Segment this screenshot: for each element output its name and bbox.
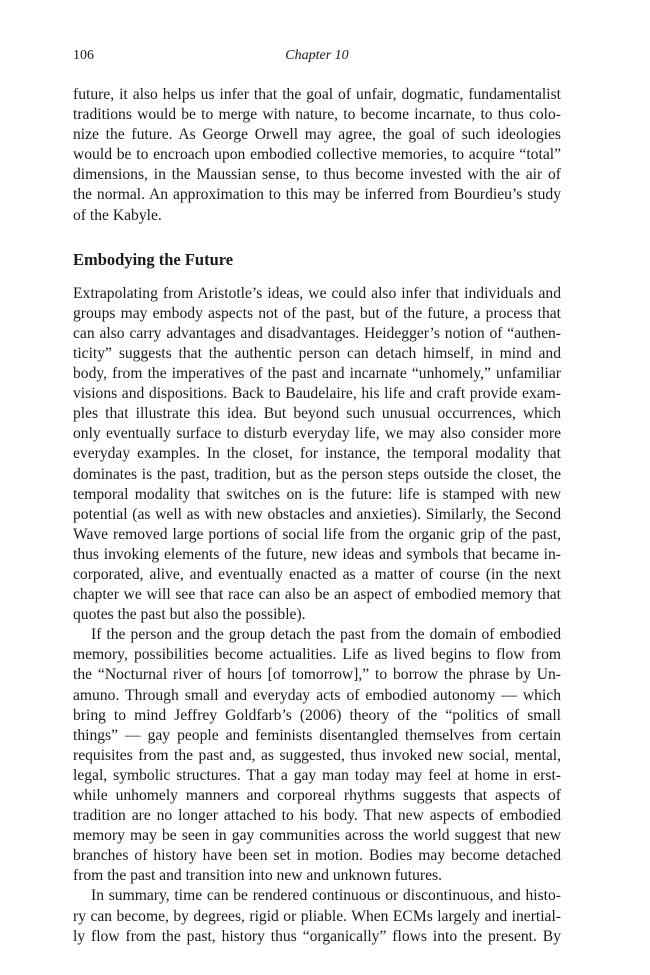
text-line: everyday examples. In the closet, for instance, the temporal modality that [73,445,561,463]
text-line: memory may be seen in gay communities across the world suggest that new [73,827,561,845]
text-line: memory, possibilities become actualities. Life as lived begins to flow from [73,646,561,664]
text-line: traditions would be to merge with nature, to become incarnate, to thus colo- [73,106,561,124]
text-line: thus invoking elements of the future, new ideas and symbols that became in- [73,545,561,563]
text-line: body, from the imperatives of the past and incarnate “unhomely,” unfamiliar [73,365,561,383]
text-line: legal, symbolic structures. That a gay man today may feel at home in erst- [73,766,561,784]
text-line: dimensions, in the Maussian sense, to thus become invested with the air of [73,166,561,184]
text-line: visions and dispositions. Back to Baudelaire, his life and craft provide exam- [73,385,561,403]
text-line: In summary, time can be rendered continuous or discontinuous, and histo- [91,887,561,905]
text-line: can also carry advantages and disadvantages. Heidegger’s notion of “authen- [73,324,561,342]
text-line: groups may embody aspects not of the past, but of the future, a process that [73,304,561,322]
text-line: things” — gay people and feminists disentangled themselves from certain [73,726,561,744]
book-page [73,48,561,947]
text-line: tradition are no longer attached to his body. That new aspects of embodied [73,807,561,825]
text-line: Wave removed large portions of social life from the organic grip of the past, [73,525,561,543]
paragraph-4 [73,886,561,946]
text-line: would be to encroach upon embodied collective memories, to acquire “total” [73,146,561,164]
text-line: temporal modality that switches on is the future: life is stamped with new [73,485,561,503]
text-line: corporated, alive, and eventually enacted as a matter of course (in the next [73,565,561,583]
paragraph-1 [73,85,561,226]
text-line: while unhomely manners and corporeal rhythms suggests that aspects of [73,787,561,804]
page-number: 106 [73,48,94,63]
text-line: requisites from the past and, as suggested, thus invoked new social, mental, [73,746,561,764]
text-line: ticity” suggests that the authentic person can detach himself, in mind and [73,344,561,362]
text-line: of the Kabyle. [73,206,162,224]
section-heading: Embodying the Future [73,249,234,269]
text-line: If the person and the group detach the past from the domain of embodied [91,626,561,644]
text-line: amuno. Through small and everyday acts of embodied autonomy — which [73,686,561,704]
text-line: potential (as well as with new obstacles and anxieties). Similarly, the Second [73,505,561,523]
text-line: chapter we will see that race can also be an aspect of embodied memory that [73,586,561,604]
text-line: ples that illustrate this idea. But beyond such unusual occurrences, which [73,405,561,423]
text-line: future, it also helps us infer that the goal of unfair, dogmatic, fundamentalist [73,86,561,103]
text-line: ly flow from the past, history thus “organically” flows into the present. By [73,927,561,945]
running-head: Chapter 10 [285,48,349,63]
paragraph-2 [73,284,561,626]
text-line: ry can become, by degrees, rigid or pliable. When ECMs largely and inertial- [73,907,561,925]
text-line: nize the future. As George Orwell may agree, the goal of such ideologies [73,126,561,144]
text-line: the normal. An approximation to this may be inferred from Bourdieu’s study [73,186,561,204]
text-line: dominates is the past, tradition, but as the person steps outside the closet, the [73,465,561,483]
text-line: branches of history have been set in motion. Bodies may become detached [73,847,561,865]
text-line: Extrapolating from Aristotle’s ideas, we could also infer that individuals and [73,284,561,302]
text-line: quotes the past but also the possible). [73,606,306,624]
paragraph-3 [73,625,561,886]
page-header [73,48,561,70]
text-line: the “Nocturnal river of hours [of tomorrow],” to borrow the phrase by Un- [73,666,561,684]
text-line: bring to mind Jeffrey Goldfarb’s (2006) theory of the “politics of small [73,706,561,724]
text-line: only eventually surface to disturb everyday life, we may also consider more [73,425,561,443]
text-line: from the past and transition into new and unknown futures. [73,867,442,885]
